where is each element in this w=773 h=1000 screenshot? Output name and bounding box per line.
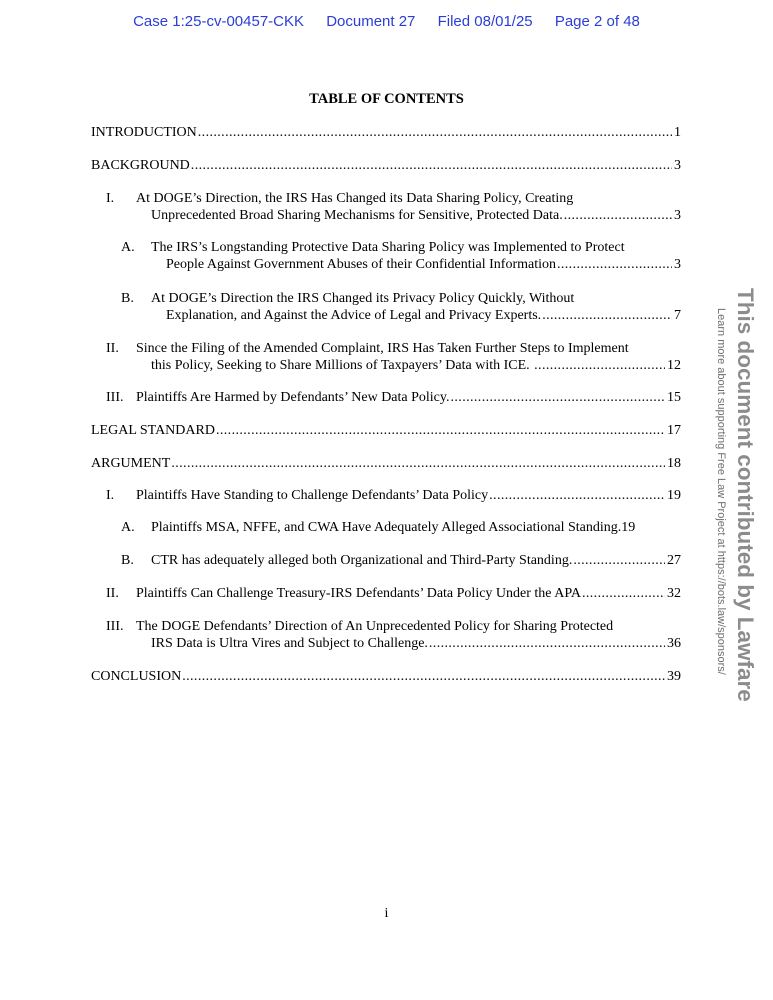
page-number-footer: i (384, 906, 389, 921)
toc-entry-argument-i-a[interactable]: A. Plaintiffs MSA, NFFE, and CWA Have Adequately Alleged Associational Standing. 19 (121, 520, 636, 535)
entry-prefix: A. (121, 240, 135, 255)
page-count: Page 2 of 48 (554, 13, 640, 30)
watermark-title: This document contributed by Lawfare (733, 288, 758, 702)
toc-entry-background-iii[interactable]: III. Plaintiffs Are Harmed by Defendants’ New Data Policy. ..... 15 (91, 389, 681, 406)
toc-entry-background-i[interactable]: I. At DOGE’s Direction, the IRS Has Changed its Data Sharing Policy, Creating Unprecedented Broad Sharing Mechanisms for Sensitive, Protected Data. ..... 3 (91, 190, 681, 224)
case-number: Case 1:25-cv-00457-CKK (133, 13, 305, 30)
entry-prefix: I. (106, 488, 115, 503)
entry-prefix: III. (106, 619, 124, 634)
lawfare-watermark (715, 288, 768, 728)
document-number: Document 27 (326, 13, 416, 30)
entry-prefix: I. (106, 191, 115, 206)
toc-entry-argument-iii[interactable]: III. The DOGE Defendants’ Direction of An Unprecedented Policy for Sharing Protected IRS Data is Ultra Vires and Subject to Challenge. ..... 36 (91, 618, 681, 652)
toc-title: TABLE OF CONTENTS (309, 91, 464, 107)
toc-entry-conclusion[interactable]: CONCLUSION ..... 39 (91, 668, 681, 685)
entry-prefix: II. (106, 341, 119, 356)
entry-prefix: III. (106, 390, 124, 405)
toc-entry-legal-standard[interactable]: LEGAL STANDARD ..... 17 (91, 422, 681, 439)
toc-entry-argument-ii[interactable]: II. Plaintiffs Can Challenge Treasury-IRS Defendants’ Data Policy Under the APA ..... 32 (91, 585, 681, 602)
entry-prefix: B. (121, 291, 134, 306)
toc-entry-argument-i-b[interactable]: B. CTR has adequately alleged both Organizational and Third-Party Standing. ..... 27 (91, 552, 681, 569)
entry-prefix: A. (121, 520, 135, 535)
entry-prefix: B. (121, 553, 134, 568)
toc-entry-background-i-a[interactable]: A. The IRS’s Longstanding Protective Data Sharing Policy was Implemented to Protect People Against Government Abuses of their Confidential Information ..... 3 (91, 239, 681, 273)
toc-entry-background-i-b[interactable]: B. At DOGE’s Direction the IRS Changed its Privacy Policy Quickly, Without Explanation, and Against the Advice of Legal and Privacy Experts. ..... 7 (91, 290, 681, 324)
filed-date: Filed 08/01/25 (437, 13, 533, 30)
entry-prefix: II. (106, 586, 119, 601)
toc-entry-background[interactable]: BACKGROUND ..... 3 (91, 157, 681, 174)
watermark-subtitle: Learn more about supporting Free Law Project at https://bots.law/sponsors/ (715, 308, 727, 675)
case-header (0, 13, 773, 35)
toc-entry-introduction[interactable]: INTRODUCTION ..... 1 (91, 124, 681, 141)
toc-entry-background-ii[interactable]: II. Since the Filing of the Amended Complaint, IRS Has Taken Further Steps to Implement this Policy, Seeking to Share Millions of Taxpayers’ Data with ICE. ..... 12 (91, 340, 681, 374)
toc-entry-argument[interactable]: ARGUMENT ..... 18 (91, 455, 681, 472)
toc-entry-argument-i[interactable]: I. Plaintiffs Have Standing to Challenge Defendants’ Data Policy ..... 19 (91, 487, 681, 504)
